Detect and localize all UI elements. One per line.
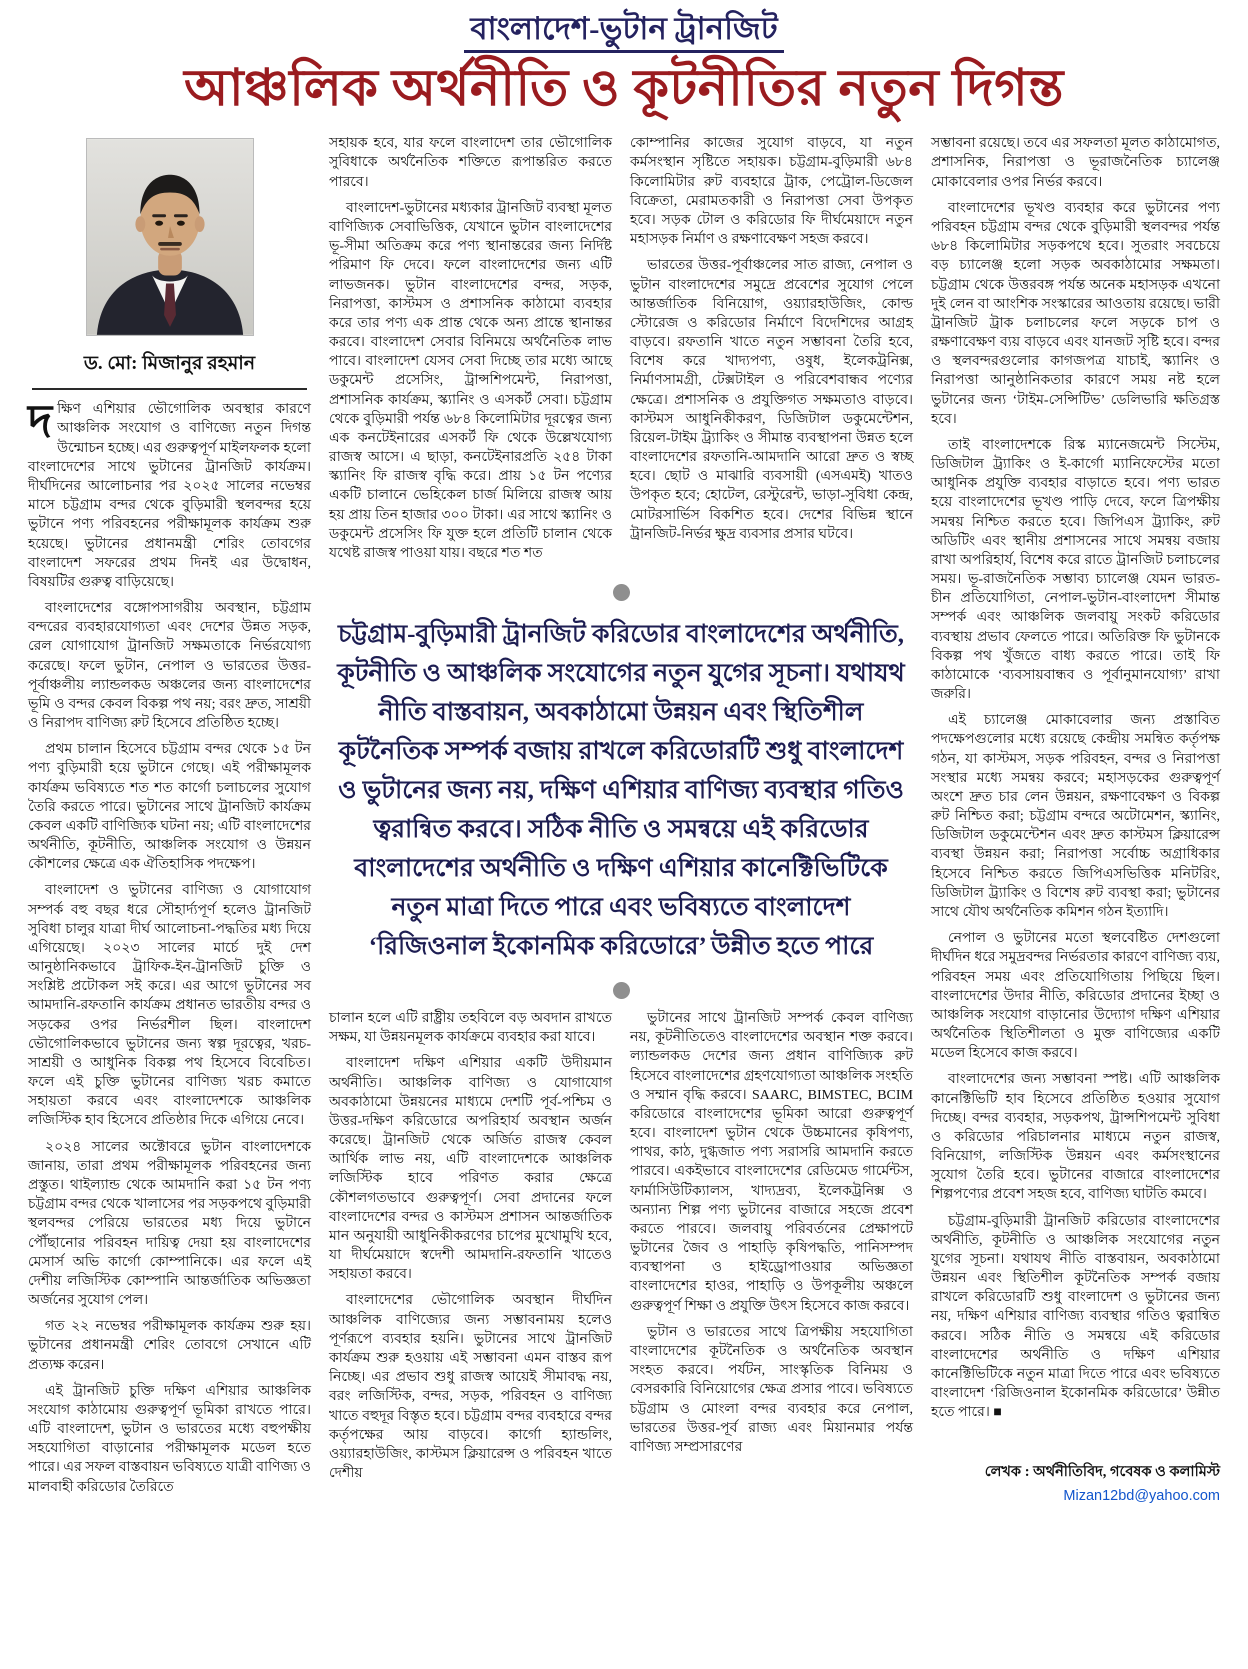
author-email-link[interactable]: Mizan12bd@yahoo.com <box>1063 1487 1220 1504</box>
body-paragraph: এই ট্রানজিট চুক্তি দক্ষিণ এশিয়ার আঞ্চলিক সংযোগ কাঠামোয় গুরুত্বপূর্ণ ভূমিকা রাখতে পারে। এটি বাংলাদেশ, ভুটান ও ভারতের মধ্যে বহুপক্ষীয় সহযোগিতা বাড়ানোর পরীক্ষামূলক মডেল হতে পারে। এর সফল বাস্তবায়ন ভবিষ্যতে যাত্রী বাণিজ্য ও মালবাহী করিডোর তৈরিতে <box>28 1383 311 1495</box>
body-paragraph: বাংলাদেশ-ভুটানের মধ্যকার ট্রানজিট ব্যবস্থা মূলত বাণিজ্যিক সেবাভিত্তিক, যেখানে ভুটান বাংলাদেশের ভূ-সীমা অতিক্রম করে পণ্য স্থানান্তরের জন্য নির্দিষ্ট পরিমাণ ফি দেবে। ফলে বাংলাদেশের জন্য এটি লাভজনক। ভুটান বাংলাদেশের বন্দর, সড়ক, নিরাপত্তা, কাস্টমস ও প্রশাসনিক কাঠামো ব্যবহার করে তার পণ্য এক প্রান্ত থেকে অন্য প্রান্তে স্থানান্তর করবে। বাংলাদেশ সেবার বিনিময়ে অর্থনৈতিক লাভ পাবে। বাংলাদেশ যেসব সেবা দিচ্ছে তার মধ্যে আছে ডকুমেন্ট প্রসেসিং, ট্রান্সশিপমেন্ট, নিরাপত্তা, প্রশাসনিক কার্যক্রম, স্ক্যানিং ও এসকর্ট সেবা। চট্টগ্রাম থেকে বুড়িমারী পর্যন্ত ৬৮৪ কিলোমিটার দূরত্বের জন্য এক কনটেইনারের এসকর্ট ফি থেকে উল্লেখযোগ্য রাজস্ব আসে। এ ছাড়া, কনটেইনারপ্রতি ২৫৪ টাকা স্ক্যানিং ফি রাজস্ব বৃদ্ধি করে। প্রায় ১৫ টন পণ্যের একটি চালানে ভেহিকেল চার্জ মিলিয়ে রাজস্ব আয় হয় প্রায় তিন হাজার ৩০০ টাকা। এর সাথে স্ক্যানিং ও ডকুমেন্ট প্রসেসিং ফি যুক্ত হলে প্রতিটি চালান থেকে যথেষ্ট রাজস্ব পাওয়া যায়। বছরে শত শত <box>329 200 612 561</box>
body-paragraph: ভুটান ও ভারতের সাথে ত্রিপক্ষীয় সহযোগিতা বাংলাদেশের কূটনৈতিক ও অর্থনৈতিক অবস্থান সংহত করবে। পর্যটন, সাংস্কৃতিক বিনিময় ও বেসরকারি বিনিয়োগের ক্ষেত্র প্রসার পাবে। ভবিষ্যতে চট্টগ্রাম ও মোংলা বন্দর ব্যবহার করে নেপাল, ভারতের উত্তর-পূর্ব রাজ্য এবং মিয়ানমার পর্যন্ত বাণিজ্য সম্প্রসারণের <box>630 1324 913 1455</box>
pull-quote-text: চট্টগ্রাম-বুড়িমারী ট্রানজিট করিডোর বাংলাদেশের অর্থনীতি, কূটনীতি ও আঞ্চলিক সংযোগের নতুন যুগের সূচনা। যথাযথ নীতি বাস্তবায়ন, অবকাঠামো উন্নয়ন এবং স্থিতিশীল কূটনৈতিক সম্পর্ক বজায় রাখলে করিডোরটি শুধু বাংলাদেশ ও ভুটানের জন্য নয়, দক্ষিণ এশিয়ার বাণিজ্য ব্যবস্থার গতিও ত্বরান্বিত করবে। সঠিক নীতি ও সমন্বয়ে এই করিডোর বাংলাদেশের অর্থনীতি ও দক্ষিণ এশিয়ার কানেক্টিভিটিকে নতুন মাত্রা দিতে পারে এবং ভবিষ্যতে বাংলাদেশ ‘রিজিওনাল ইকোনমিক করিডোরে’ উন্নীত হতে পারে <box>337 621 905 961</box>
lead-paragraph <box>28 396 311 592</box>
body-paragraph: বাংলাদেশের জন্য সম্ভাবনা স্পষ্ট। এটি আঞ্চলিক কানেক্টিভিটি হাব হিসেবে প্রতিষ্ঠিত হওয়ার সুযোগ দিচ্ছে। বন্দর ব্যবহার, সড়কপথ, ট্রান্সশিপমেন্ট সুবিধা ও করিডোর পরিচালনার মাধ্যমে নতুন রাজস্ব, বিনিয়োগ, লজিস্টিক উন্নয়ন এবং কর্মসংস্থানের সুযোগ তৈরি হবে। ভুটানের বাজারে বাংলাদেশের শিল্পপণ্যের প্রবেশ সহজ হবে, বাণিজ্য ঘাটতি কমবে। <box>931 1072 1220 1203</box>
middle-bottom-row <box>329 1009 913 1490</box>
column-2-bottom <box>329 1009 612 1490</box>
article-footer <box>931 1451 1220 1504</box>
body-paragraph: চালান হলে এটি রাষ্ট্রীয় তহবিলে বড় অবদান রাখতে সক্ষম, যা উন্নয়নমূলক কার্যক্রমে ব্যবহার করা যাবে। <box>329 1011 612 1046</box>
body-paragraph: তাই বাংলাদেশকে রিস্ক ম্যানেজমেন্ট সিস্টেম, ডিজিটাল ট্র্যাকিং ও ই-কার্গো ম্যানিফেস্টের মতো আধুনিক প্রযুক্তি ব্যবহার বাড়াতে হবে। পণ্য ভারত হয়ে বাংলাদেশের ভূখণ্ড পাড়ি দেবে, ফলে ত্রিপক্ষীয় সমন্বয় নিশ্চিত করতে হবে। জিপিএস ট্র্যাকিং, রুট অডিটিং এবং স্থানীয় প্রশাসনের সাথে সমন্বয় বজায় রাখা অপরিহার্য, বিশেষ করে রাতে ট্রানজিট চলাচলের সময়। ভূ-রাজনৈতিক সম্ভাব্য চ্যালেঞ্জ যেমন ভারত-চীন প্রতিযোগিতা, নেপাল-ভুটান-বাংলাদেশ সীমান্ত সম্পর্ক এবং আঞ্চলিক জলবায়ু সংকট করিডোর ব্যবস্থায় প্রভাব ফেলতে পারে। অতিরিক্ত ফি ভুটানকে বিকল্প পথ খুঁজতে বাধ্য করতে পারে। তাই ফি কাঠামোকে ‘ব্যবসায়বান্ধব ও পূর্বানুমানযোগ্য’ রাখা জরুরি। <box>931 437 1220 703</box>
column-3-top <box>630 134 913 570</box>
author-photo <box>86 138 254 336</box>
author-byline: লেখক : অর্থনীতিবিদ, গবেষক ও কলামিস্ট <box>984 1463 1220 1480</box>
body-paragraph: সহায়ক হবে, যার ফলে বাংলাদেশ তার ভৌগোলিক সুবিধাকে অর্থনৈতিক শক্তিতে রূপান্তরিত করতে পারবে। <box>329 136 612 190</box>
quote-dot-top-icon <box>613 584 630 601</box>
body-paragraph: প্রথম চালান হিসেবে চট্টগ্রাম বন্দর থেকে ১৫ টন পণ্য বুড়িমারী হয়ে ভুটানে গেছে। এই পরীক্ষামূলক কার্যক্রম ভবিষ্যতে শত শত কার্গো চলাচলের সুযোগ তৈরি করতে পারে। ভুটানের সাথে ট্রানজিট কার্যক্রম কেবল একটি বাণিজ্যিক ঘটনা নয়; এটি বাংলাদেশের অর্থনীতি, কূটনীতি, আঞ্চলিক সংযোগ ও উন্নয়ন কৌশলের ক্ষেত্রে এক ঐতিহাসিক পদক্ষেপ। <box>28 742 311 873</box>
body-paragraph: বাংলাদেশ ও ভুটানের বাণিজ্য ও যোগাযোগ সম্পর্ক বহু বছর ধরে সৌহার্দ্যপূর্ণ হলেও ট্রানজিট সুবিধা চালুর যাত্রা দীর্ঘ আলোচনা-পদ্ধতির মধ্য দিয়ে এগিয়েছে। ২০২৩ সালের মার্চে দুই দেশ আনুষ্ঠানিকভাবে ট্রাফিক-ইন-ট্রানজিট চুক্তি ও সংশ্লিষ্ট প্রটোকল সই করে। এর আগে ভুটানের সব আমদানি-রফতানি কার্যক্রম প্রধানত ভারতীয় বন্দর ও সড়কের ওপর নির্ভরশীল ছিল। বাংলাদেশ ভৌগোলিকভাবে ভুটানের জন্য স্বল্প দূরত্বের, খরচ-সাশ্রয়ী ও আধুনিক বিকল্প পথ হিসেবে বিবেচিত। ফলে এই চুক্তি ভুটানের বাণিজ্য খরচ কমাতে সহায়তা করবে এবং বাংলাদেশকে আঞ্চলিক লজিস্টিক হাব হিসেবে প্রতিষ্ঠার দিকে এগিয়ে নেবে। <box>28 883 311 1129</box>
middle-top-row <box>329 134 913 570</box>
body-paragraph: গত ২২ নভেম্বর পরীক্ষামূলক কার্যক্রম শুরু হয়। ভুটানের প্রধানমন্ত্রী শেরিং তোবগে সেখানে এটি প্রত্যক্ষ করেন। <box>28 1319 311 1373</box>
column-4 <box>931 134 1220 1503</box>
lead-text: ক্ষিণ এশিয়ার ভৌগোলিক অবস্থার কারণে আঞ্চলিক সংযোগ ও বাণিজ্যে নতুন দিগন্ত উন্মোচন হচ্ছে। এর গুরুত্বপূর্ণ মাইলফলক হলো বাংলাদেশের সাথে ভুটানের ট্রানজিট কার্যক্রম। দীর্ঘদিনের আলোচনার পর ২০২৫ সালের নভেম্বর মাসে চট্টগ্রাম বন্দর থেকে বুড়িমারী স্থলবন্দর হয়ে ভুটানে পণ্য পরিবহনের পরীক্ষামূলক কার্যক্রম শুরু হয়েছে। ভুটানের প্রধানমন্ত্রী শেরিং তোবগের বাংলাদেশ সফরের প্রথম দিনই এর উদ্বোধন, বিষয়টির গুরুত্ব বাড়িয়েছে। <box>28 402 311 590</box>
drop-cap: দ <box>28 396 53 448</box>
pull-quote <box>329 570 913 1009</box>
body-paragraph: নেপাল ও ভুটানের মতো স্থলবেষ্টিত দেশগুলো দীর্ঘদিন ধরে সমুদ্রবন্দর নির্ভরতার কারণে বাণিজ্য ব্যয়, পরিবহন সময় এবং প্রতিযোগিতায় পিছিয়ে ছিল। বাংলাদেশের উদার নীতি, করিডোর প্রদানের ইচ্ছা ও আঞ্চলিক সংযোগ বাড়ানোর উদ্যোগ দক্ষিণ এশিয়ার অর্থনৈতিক স্থিতিশীলতা ও মুক্ত বাণিজ্যের একটি মডেল হিসেবে কাজ করবে। <box>931 931 1220 1062</box>
body-paragraph: ভুটানের সাথে ট্রানজিট সম্পর্ক কেবল বাণিজ্য নয়, কূটনীতিতেও বাংলাদেশের অবস্থান শক্ত করবে। ল্যান্ডলকড দেশের জন্য প্রধান বাণিজ্যিক রুট হিসেবে বাংলাদেশের গ্রহণযোগ্যতা আঞ্চলিক সংহতি ও সম্মান বৃদ্ধি করবে। SAARC, BIMSTEC, BCIM করিডোরে বাংলাদেশের ভূমিকা আরো গুরুত্বপূর্ণ হবে। বাংলাদেশ ভুটান থেকে উচ্চমানের কৃষিপণ্য, পাথর, কাঠ, দুগ্ধজাত পণ্য সরাসরি আমদানি করতে পারবে। একইভাবে বাংলাদেশের রেডিমেড গার্মেন্টস, ফার্মাসিউটিক্যালস, খাদ্যদ্রব্য, ইলেকট্রনিক্স ও অন্যান্য শিল্প পণ্য ভুটানের বাজারে সহজে প্রবেশ করতে পারবে। জলবায়ু পরিবর্তনের প্রেক্ষাপটে ভুটানের জৈব ও পাহাড়ি কৃষিপদ্ধতি, পানিসম্পদ ব্যবস্থাপনা ও হাইড্রোপাওয়ার অভিজ্ঞতা বাংলাদেশের হাওর, পাহাড়ি ও উপকূলীয় অঞ্চলে গুরুত্বপূর্ণ শিক্ষা ও প্রযুক্তি উৎস হিসেবে কাজ করবে। <box>630 1011 913 1314</box>
body-paragraph: এই চ্যালেঞ্জ মোকাবেলার জন্য প্রস্তাবিত পদক্ষেপগুলোর মধ্যে রয়েছে কেন্দ্রীয় সমন্বিত কর্তৃপক্ষ গঠন, যা কাস্টমস, সড়ক পরিবহন, বন্দর ও নিরাপত্তা সংস্থার মধ্যে সমন্বয় করবে; মহাসড়কের গুরুত্বপূর্ণ অংশে দ্রুত চার লেন উন্নয়ন, রক্ষণাবেক্ষণ ও বিকল্প রুট নিশ্চিত করা; চট্টগ্রাম বন্দরে অটোমেশন, স্ক্যানিং, ডিজিটাল ডকুমেন্টেশন এবং দ্রুত কাস্টমস ক্লিয়ারেন্স ব্যবস্থা উন্নয়ন করা; নিরাপত্তা সর্বোচ্চ অগ্রাধিকার হিসেবে নিশ্চিত করতে জিপিএসভিত্তিক মনিটরিং, ডিজিটাল ট্র্যাকিং ও বিশেষ রুট ব্যবস্থা করা; ভুটানের সাথে যৌথ অর্থনৈতিক কমিশন গঠন ইত্যাদি। <box>931 713 1220 920</box>
body-paragraph: চট্টগ্রাম-বুড়িমারী ট্রানজিট করিডোর বাংলাদেশের অর্থনীতি, কূটনীতি ও আঞ্চলিক সংযোগের নতুন যুগের সূচনা। যথাযথ নীতি বাস্তবায়ন, অবকাঠামো উন্নয়ন এবং স্থিতিশীল কূটনৈতিক সম্পর্ক বজায় রাখলে করিডোরটি শুধু বাংলাদেশ ও ভুটানের জন্য নয়, দক্ষিণ এশিয়ার বাণিজ্য ব্যবস্থার গতিও ত্বরান্বিত করবে। সঠিক নীতি ও সমন্বয়ে এই করিডোর বাংলাদেশের অর্থনীতি ও দক্ষিণ এশিয়ার কানেক্টিভিটিকে নতুন মাত্রা দিতে পারে এবং ভবিষ্যতে বাংলাদেশ ‘রিজিওনাল ইকোনমিক করিডোরে’ উন্নীত হতে পারে। ■ <box>931 1213 1220 1421</box>
body-paragraph: ভারতের উত্তর-পূর্বাঞ্চলের সাত রাজ্য, নেপাল ও ভুটান বাংলাদেশের সমুদ্রে প্রবেশের সুযোগ পেলে আন্তর্জাতিক বিনিয়োগ, ওয়্যারহাউজিং, কোল্ড স্টোরেজ ও করিডোর নির্মাণে বিদেশিদের আগ্রহ বাড়বে। রফতানি খাতে নতুন সম্ভাবনা তৈরি হবে, বিশেষ করে খাদ্যপণ্য, ওষুধ, ইলেকট্রনিক্স, নির্মাণসামগ্রী, টেক্সটাইল ও পরিবেশবান্ধব পণ্যের ক্ষেত্রে। প্রশাসনিক ও প্রযুক্তিগত সক্ষমতাও বাড়বে। কাস্টমস আধুনিকীকরণ, ডিজিটাল ডকুমেন্টেশন, রিয়েল-টাইম ট্র্যাকিং ও সীমান্ত ব্যবস্থাপনা উন্নত হলে বাংলাদেশের রফতানি-আমদানি আরো দ্রুত ও স্বচ্ছ হবে। ছোট ও মাঝারি ব্যবসায়ী (এসএমই) খাতও উপকৃত হবে; হোটেল, রেস্টুরেন্ট, ভাড়া-সুবিধা কেন্দ্র, মোটরসার্ভিস বিকশিত হবে। দেশের বিভিন্ন স্থানে ট্রানজিট-নির্ভর ক্ষুদ্র ব্যবসার প্রসার ঘটবে। <box>630 258 913 542</box>
body-paragraph: বাংলাদেশের বঙ্গোপসাগরীয় অবস্থান, চট্টগ্রাম বন্দরের ব্যবহারযোগ্যতা এবং দেশের উন্নত সড়ক, রেল যোগাযোগ ট্রানজিট সক্ষমতাকে নির্ভরযোগ্য করেছে। ফলে ভুটান, নেপাল ও ভারতের উত্তর-পূর্বাঞ্চলীয় ল্যান্ডলকড অঞ্চলের জন্য বাংলাদেশের ভূমি ও বন্দর কেবল বিকল্প পথ নয়; বরং দ্রুত, সাশ্রয়ী ও নিরাপদ বাণিজ্য রুট হিসেবে প্রতিষ্ঠিত হচ্ছে। <box>28 601 311 732</box>
body-paragraph: সম্ভাবনা রয়েছে। তবে এর সফলতা মূলত কাঠামোগত, প্রশাসনিক, নিরাপত্তা ও ভূরাজনৈতিক চ্যালেঞ্জ মোকাবেলার ওপর নির্ভর করবে। <box>931 136 1220 190</box>
body-paragraph: বাংলাদেশের ভূখণ্ড ব্যবহার করে ভুটানের পণ্য পরিবহন চট্টগ্রাম বন্দর থেকে বুড়িমারী স্থলবন্দর পর্যন্ত ৬৮৪ কিলোমিটার সড়কপথে হবে। সুতরাং সবচেয়ে বড় চ্যালেঞ্জ হলো সড়ক অবকাঠামোর সক্ষমতা। চট্টগ্রাম থেকে উত্তরবঙ্গ পর্যন্ত অনেক মহাসড়ক এখনো দুই লেন বা আংশিক সংস্কারের আওতায় রয়েছে। ভারী ট্রানজিট ট্রাক চলাচলের ফলে সড়কে চাপ ও রক্ষণাবেক্ষণ ব্যয় বাড়বে এবং যানজট সৃষ্টি হবে। বন্দর ও স্থলবন্দরগুলোর কাগজপত্র যাচাই, স্ক্যানিং ও নিরাপত্তা আনুষ্ঠানিকতার কারণে সময় নষ্ট হলে ভুটানের জন্য ‘টাইম-সেন্সিটিভ’ ডেলিভারি ক্ষতিগ্রস্ত হবে। <box>931 200 1220 427</box>
article-headline: আঞ্চলিক অর্থনীতি ও কূটনীতির নতুন দিগন্ত <box>184 61 1064 118</box>
column-3-bottom <box>630 1009 913 1490</box>
column-1 <box>28 134 311 1503</box>
middle-columns <box>329 134 913 1503</box>
author-portrait-image <box>86 138 254 336</box>
author-name: ড. মো: মিজানুর রহমান <box>32 344 307 390</box>
body-paragraph: বাংলাদেশ দক্ষিণ এশিয়ার একটি উদীয়মান অর্থনীতি। আঞ্চলিক বাণিজ্য ও যোগাযোগ অবকাঠামো উন্নয়নের মাধ্যমে দেশটি পূর্ব-পশ্চিম ও উত্তর-দক্ষিণ করিডোরে অপরিহার্য অবস্থান অর্জন করেছে। ট্রানজিট থেকে অর্জিত রাজস্ব কেবল আর্থিক লাভ নয়, এটি বাংলাদেশকে আঞ্চলিক লজিস্টিক হাবে পরিণত করার ক্ষেত্রে কৌশলগতভাবে গুরুত্বপূর্ণ। সেবা প্রদানের ফলে বাংলাদেশের বন্দর ও কাস্টমস প্রশাসন আন্তর্জাতিক মান অনুযায়ী আধুনিকীকরণের চাপের মুখোমুখি হবে, যা দীর্ঘমেয়াদে স্বদেশী আমদানি-রফতানি খাতেও সহায়তা করবে। <box>329 1056 612 1283</box>
article-header <box>28 10 1220 118</box>
column-2-top <box>329 134 612 570</box>
body-paragraph: বাংলাদেশের ভৌগোলিক অবস্থান দীর্ঘদিন আঞ্চলিক বাণিজ্যের জন্য সম্ভাবনাময় হলেও পূর্ণরূপে ব্যবহার হয়নি। ভুটানের সাথে ট্রানজিট কার্যক্রম শুরু হওয়ায় এই সম্ভাবনা এমন বাস্তব রূপ নিচ্ছে। এর প্রভাব শুধু রাজস্ব আয়েই সীমাবদ্ধ নয়, বরং লজিস্টিক, বন্দর, সড়ক, পরিবহন ও বাণিজ্য খাতে বহুদূর বিস্তৃত হবে। চট্টগ্রাম বন্দর ব্যবহারে বন্দর কর্তৃপক্ষের আয় বাড়বে। কার্গো হ্যান্ডলিং, ওয়্যারহাউজিং, কাস্টমস ক্লিয়ারেন্স ও পরিবহন খাতে দেশীয় <box>329 1293 612 1482</box>
article-kicker: বাংলাদেশ-ভুটান ট্রানজিট <box>464 10 783 53</box>
article-body <box>28 134 1220 1503</box>
body-paragraph: কোম্পানির কাজের সুযোগ বাড়বে, যা নতুন কর্মসংস্থান সৃষ্টিতে সহায়ক। চট্টগ্রাম-বুড়িমারী ৬৮৪ কিলোমিটার রুট ব্যবহারে ট্রাক, পেট্রোল-ডিজেল বিক্রেতা, মেরামতকারী ও নিরাপত্তা সেবা উপকৃত হবে। সড়ক টোল ও করিডোর ফি দীর্ঘমেয়াদে নতুন মহাসড়ক নির্মাণ ও রক্ষণাবেক্ষণ সহজ করবে। <box>630 136 913 248</box>
body-paragraph: ২০২৪ সালের অক্টোবরে ভুটান বাংলাদেশকে জানায়, তারা প্রথম পরীক্ষামূলক পরিবহনের জন্য প্রস্তুত। থাইল্যান্ড থেকে আমদানি করা ১৫ টন পণ্য চট্টগ্রাম বন্দর থেকে খালাসের পর সড়কপথে বুড়িমারী স্থলবন্দর পেরিয়ে ভারতের মধ্য দিয়ে ভুটানে পৌঁছানোর পরিবহন দায়িত্ব দেয়া হয় বাংলাদেশের মেসার্স অভি কার্গো কোম্পানিকে। এর ফলে এই দেশীয় লজিস্টিক কোম্পানি আন্তর্জাতিক অভিজ্ঞতা অর্জনের সুযোগ পেল। <box>28 1139 311 1309</box>
quote-dot-bottom-icon <box>613 982 630 999</box>
